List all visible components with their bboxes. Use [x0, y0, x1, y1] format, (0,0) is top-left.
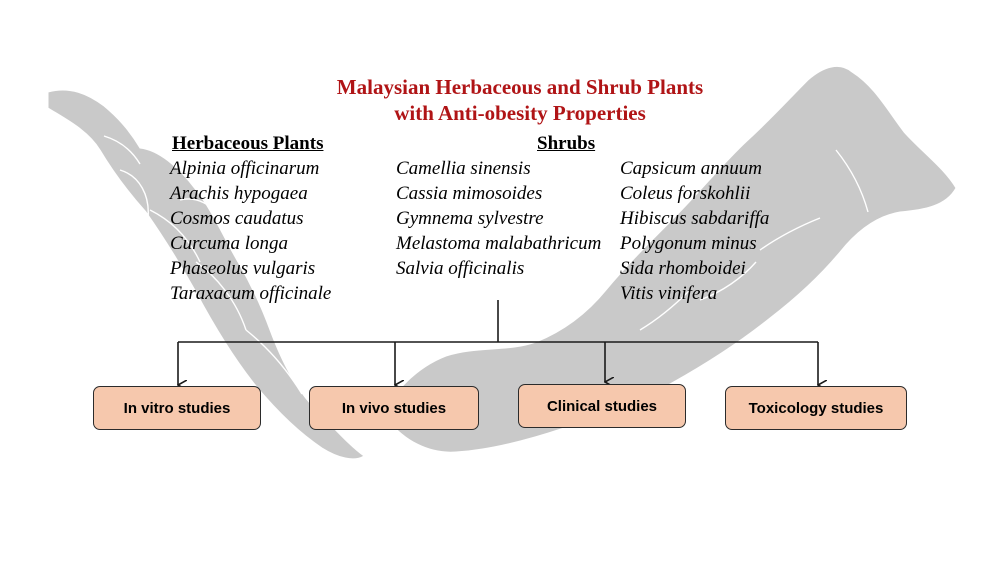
- plant-item: Polygonum minus: [620, 233, 757, 254]
- plant-item: Phaseolus vulgaris: [170, 258, 316, 279]
- diagram-title-line-1: Malaysian Herbaceous and Shrub Plants: [336, 75, 704, 99]
- in-vitro-studies-box: In vitro studies: [93, 386, 261, 430]
- plant-item: Salvia officinalis: [396, 258, 525, 279]
- shrub-plant-list-left: [396, 156, 601, 281]
- shrub-plant-list-right: [620, 156, 769, 306]
- plant-item: Sida rhomboidei: [620, 258, 746, 279]
- plant-item: Cosmos caudatus: [170, 208, 304, 229]
- plant-item: Gymnema sylvestre: [396, 208, 544, 229]
- plant-item: Camellia sinensis: [396, 158, 531, 179]
- plant-item: Cassia mimosoides: [396, 183, 543, 204]
- herbaceous-plants-heading: Herbaceous Plants: [172, 133, 324, 154]
- plant-item: Capsicum annuum: [620, 158, 762, 179]
- plant-item: Vitis vinifera: [620, 283, 718, 304]
- shrubs-heading: Shrubs: [537, 133, 596, 154]
- plant-item: Coleus forskohlii: [620, 183, 751, 204]
- plant-item: Curcuma longa: [170, 233, 289, 254]
- plant-item: Hibiscus sabdariffa: [620, 208, 770, 229]
- diagram-title-line-2: with Anti-obesity Properties: [394, 101, 646, 125]
- toxicology-studies-box: Toxicology studies: [725, 386, 907, 430]
- in-vivo-studies-box: In vivo studies: [309, 386, 479, 430]
- plant-item: Arachis hypogaea: [170, 183, 308, 204]
- plant-item: Melastoma malabathricum: [396, 233, 602, 254]
- clinical-studies-box: Clinical studies: [518, 384, 686, 428]
- plant-item: Taraxacum officinale: [170, 283, 332, 304]
- herbaceous-plant-list: [170, 156, 331, 306]
- plant-item: Alpinia officinarum: [170, 158, 320, 179]
